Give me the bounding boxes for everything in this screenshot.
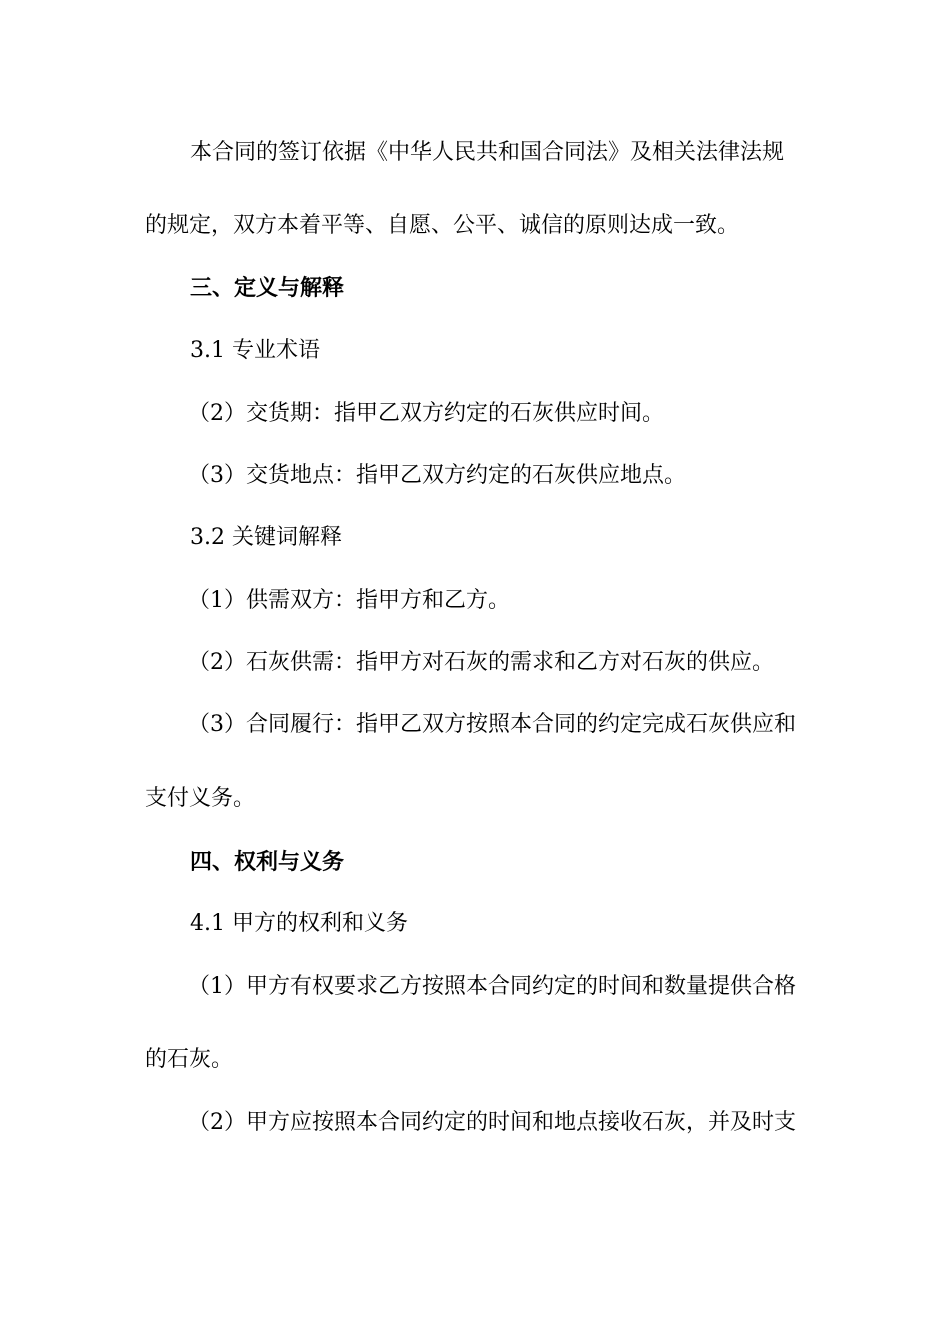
paragraph-basis-line-2: 的规定，双方本着平等、自愿、公平、诚信的原则达成一致。	[145, 213, 740, 238]
list-item-party-a-right-line-1: （1）甲方有权要求乙方按照本合同约定的时间和数量提供合格	[188, 974, 796, 999]
list-item-party-a-right-line-2: 的石灰。	[145, 1047, 234, 1072]
list-item-contract-performance-line-1: （3）合同履行：指甲乙双方按照本合同的约定完成石灰供应和	[188, 712, 796, 737]
section-heading-rights-obligations: 四、权利与义务	[190, 849, 345, 875]
list-item-party-a-obligation-line-1: （2）甲方应按照本合同约定的时间和地点接收石灰，并及时支	[188, 1110, 796, 1135]
list-item-delivery-period: （2）交货期：指甲乙双方约定的石灰供应时间。	[188, 401, 664, 426]
list-item-lime-supply-demand: （2）石灰供需：指甲方对石灰的需求和乙方对石灰的供应。	[188, 650, 774, 675]
subsection-heading-4-1: 4.1 甲方的权利和义务	[190, 911, 408, 936]
subsection-heading-3-2: 3.2 关键词解释	[190, 525, 342, 550]
list-item-delivery-location: （3）交货地点：指甲乙双方约定的石灰供应地点。	[188, 463, 686, 488]
list-item-contract-performance-line-2: 支付义务。	[145, 786, 256, 811]
section-heading-definitions: 三、定义与解释	[190, 275, 345, 301]
subsection-heading-3-1: 3.1 专业术语	[190, 338, 320, 363]
list-item-supply-parties: （1）供需双方：指甲方和乙方。	[188, 588, 510, 613]
paragraph-basis-line-1: 本合同的签订依据《中华人民共和国合同法》及相关法律法规	[190, 140, 785, 165]
